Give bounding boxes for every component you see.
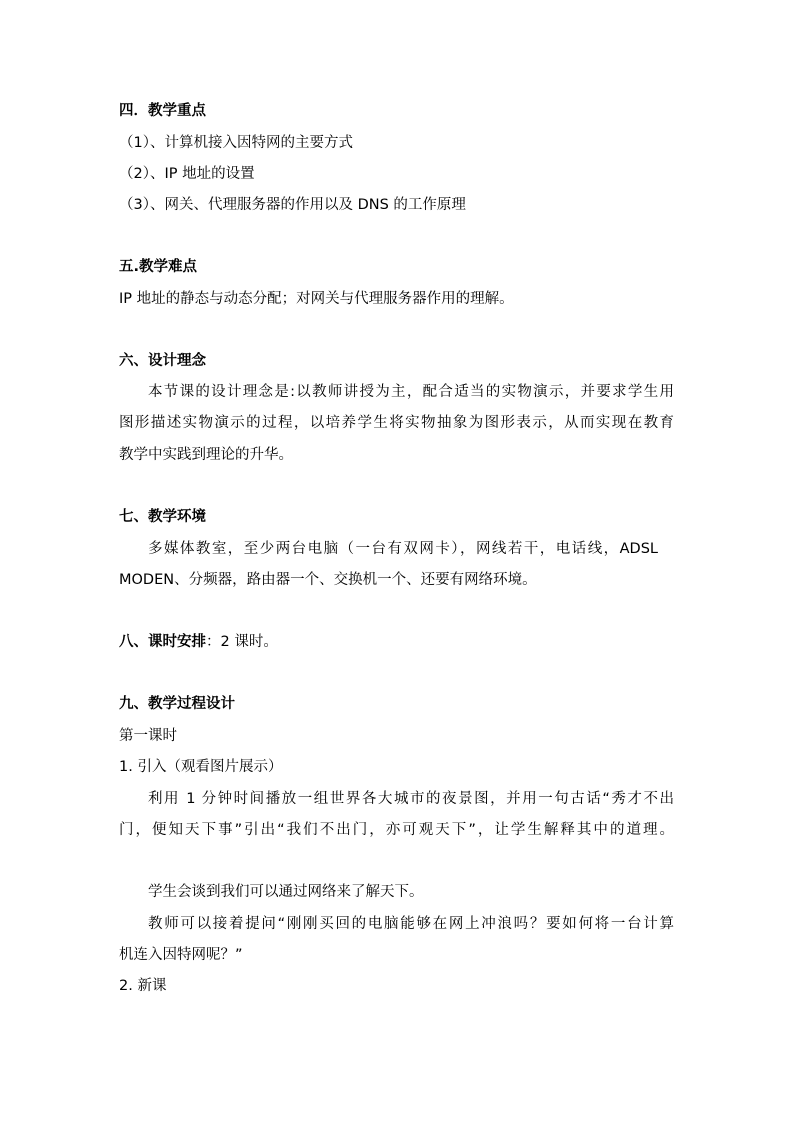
section-4-item-1: （1）、计算机接入因特网的主要方式: [119, 135, 353, 151]
section-8-row: [119, 632, 278, 652]
section-5-heading: 五.教学难点: [119, 259, 198, 275]
paragraph-teacher-line-1: 教师可以接着提问“刚刚买回的电脑能够在网上冲浪吗？要如何将一台计算: [148, 916, 674, 932]
section-6-line-3: 教学中实践到理论的升华。: [119, 447, 293, 463]
section-6-line-2: 图形描述实物演示的过程，以培养学生将实物抽象为图形表示，从而实现在教育: [119, 415, 674, 431]
section-8-heading: 八、课时安排: [119, 634, 206, 650]
paragraph-teacher-line-2: 机连入因特网呢？”: [119, 947, 243, 963]
step-1-line-1: 利用 1 分钟时间播放一组世界各大城市的夜景图，并用一句古话“秀才不出: [148, 791, 674, 807]
section-4-item-3: （3）、网关、代理服务器的作用以及 DNS 的工作原理: [119, 197, 466, 213]
section-7-heading: 七、教学环境: [119, 509, 206, 525]
paragraph-student: 学生会谈到我们可以通过网络来了解天下。: [148, 884, 424, 900]
step-1-title: 1. 引入（观看图片展示）: [119, 759, 283, 775]
section-9-heading: 九、教学过程设计: [119, 696, 235, 712]
lesson-label: 第一课时: [119, 728, 177, 744]
section-8-body: ：2 课时。: [206, 634, 278, 650]
section-7-line-1: 多媒体教室，至少两台电脑（一台有双网卡），网线若干，电话线，ADSL: [148, 541, 658, 557]
section-7-line-2: MODEN、分频器，路由器一个、交换机一个、还要有网络环境。: [119, 572, 537, 588]
step-1-line-2: 门，便知天下事”引出“我们不出门，亦可观天下”，让学生解释其中的道理。: [119, 822, 674, 838]
section-4-heading: 四．教学重点: [119, 103, 206, 119]
section-6-line-1: 本节课的设计理念是:以教师讲授为主，配合适当的实物演示，并要求学生用: [148, 384, 674, 400]
step-2-title: 2. 新课: [119, 978, 167, 994]
section-4-item-2: （2）、IP 地址的设置: [119, 166, 255, 182]
section-6-heading: 六、设计理念: [119, 353, 206, 369]
section-5-body: IP 地址的静态与动态分配；对网关与代理服务器作用的理解。: [119, 291, 514, 307]
